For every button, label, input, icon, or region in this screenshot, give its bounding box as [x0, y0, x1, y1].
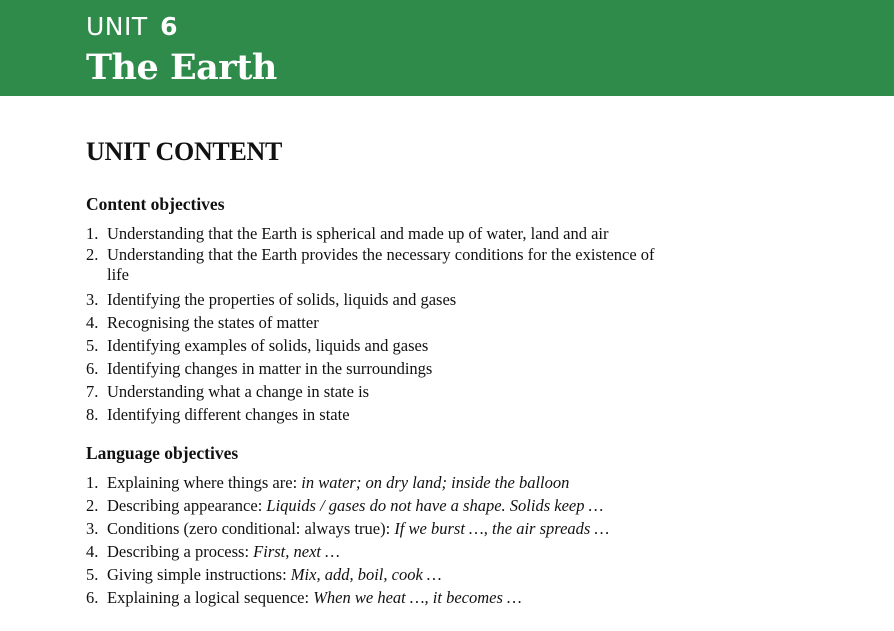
- item-text: Describing a process:: [107, 542, 254, 561]
- list-item: [86, 380, 667, 403]
- item-text: Conditions (zero conditional: always true):: [107, 519, 395, 538]
- item-number: 2.: [86, 245, 99, 264]
- content-objectives-heading: Content objectives: [86, 194, 225, 214]
- item-number: 3.: [86, 290, 99, 309]
- list-item: [86, 311, 667, 334]
- language-objectives-list: [86, 471, 609, 609]
- content-objectives-list: [86, 222, 667, 426]
- list-item: [86, 494, 609, 517]
- item-number: 5.: [86, 336, 99, 355]
- item-number: 6.: [86, 359, 99, 378]
- item-number: 6.: [86, 588, 99, 607]
- item-text: Identifying different changes in state: [107, 405, 350, 424]
- item-example: Mix, add, boil, cook …: [290, 565, 442, 584]
- item-example: When we heat …, it becomes …: [313, 588, 522, 607]
- item-text: Understanding that the Earth provides the necessary conditions for the existence of life: [107, 245, 655, 284]
- list-item: [86, 403, 667, 426]
- list-item: [86, 357, 667, 380]
- unit-content-heading: UNIT CONTENT: [86, 137, 283, 166]
- list-item: [86, 222, 667, 245]
- unit-header-banner: [0, 0, 894, 96]
- list-item: [86, 245, 667, 288]
- unit-label: UNIT: [86, 12, 148, 41]
- item-text: Identifying changes in matter in the surroundings: [107, 359, 433, 378]
- item-text: Understanding what a change in state is: [107, 382, 370, 401]
- item-number: 5.: [86, 565, 99, 584]
- unit-label-line: [86, 12, 178, 42]
- item-example: in water; on dry land; inside the balloon: [301, 473, 570, 492]
- item-text: Identifying the properties of solids, liquids and gases: [107, 290, 457, 309]
- item-example: Liquids / gases do not have a shape. Solids keep …: [266, 496, 604, 515]
- item-text: Understanding that the Earth is spherical and made up of water, land and air: [107, 224, 609, 243]
- item-number: 1.: [86, 473, 99, 492]
- item-text: Giving simple instructions:: [107, 565, 291, 584]
- item-number: 4.: [86, 313, 99, 332]
- item-text: Describing appearance:: [107, 496, 267, 515]
- item-number: 1.: [86, 224, 99, 243]
- item-number: 7.: [86, 382, 99, 401]
- list-item: [86, 540, 609, 563]
- item-number: 3.: [86, 519, 99, 538]
- item-number: 8.: [86, 405, 99, 424]
- item-example: First, next …: [253, 542, 340, 561]
- list-item: [86, 288, 667, 311]
- list-item: [86, 586, 609, 609]
- unit-number: 6: [160, 12, 179, 41]
- item-text: Explaining a logical sequence:: [107, 588, 314, 607]
- item-number: 4.: [86, 542, 99, 561]
- language-objectives-heading: Language objectives: [86, 443, 239, 463]
- item-number: 2.: [86, 496, 99, 515]
- item-text: Identifying examples of solids, liquids and gases: [107, 336, 429, 355]
- list-item: [86, 334, 667, 357]
- list-item: [86, 471, 609, 494]
- list-item: [86, 517, 609, 540]
- list-item: [86, 563, 609, 586]
- item-text: Explaining where things are:: [107, 473, 302, 492]
- item-text: Recognising the states of matter: [107, 313, 319, 332]
- unit-title: The Earth: [86, 47, 277, 88]
- item-example: If we burst …, the air spreads …: [394, 519, 610, 538]
